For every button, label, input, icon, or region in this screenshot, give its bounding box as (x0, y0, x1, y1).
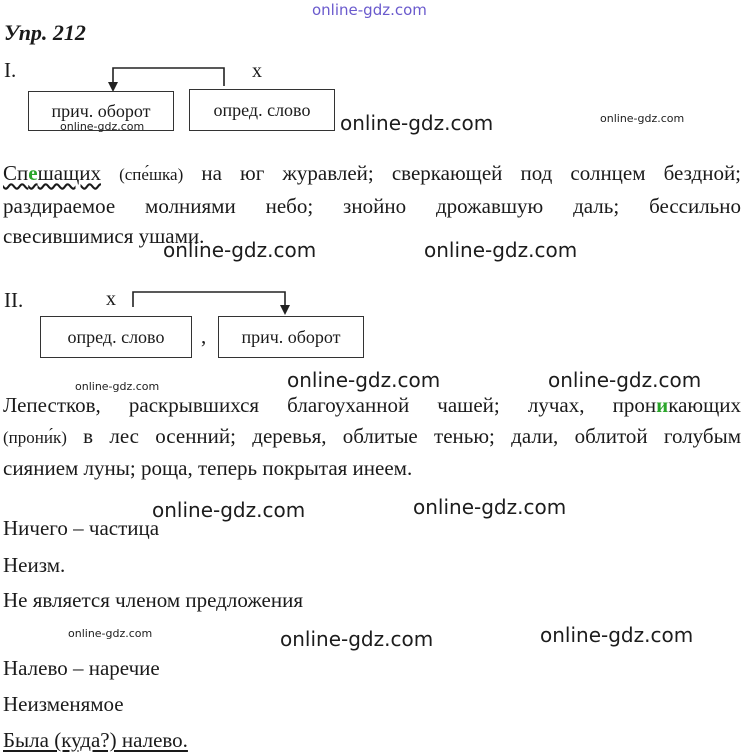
watermark: online-gdz.com (60, 120, 145, 133)
watermark: online-gdz.com (413, 495, 567, 519)
section1-roman: I. (4, 58, 17, 82)
text2-line-1: Лепестков, раскрывшихся благоуханной чашей; лучах, проникающих (3, 393, 741, 417)
analysis-item-1: Ничего – частица (3, 516, 160, 540)
watermark-top: online-gdz.com (312, 1, 427, 19)
text2-line-3: сиянием луны; роща, теперь покрытая инеем. (3, 456, 413, 480)
section1-box-participle: прич. оборот (28, 91, 174, 131)
watermark: online-gdz.com (68, 627, 153, 640)
section2-x-mark: х (106, 288, 116, 310)
watermark: online-gdz.com (287, 368, 441, 392)
watermark: online-gdz.com (540, 623, 694, 647)
exercise-title: Упр. 212 (4, 20, 86, 45)
section2-arrow (125, 285, 300, 320)
watermark: online-gdz.com (75, 380, 160, 393)
analysis-item-2: Неизм. (3, 553, 66, 577)
section2-box-participle: прич. оборот (218, 316, 364, 358)
watermark: online-gdz.com (152, 498, 306, 522)
text1-line-1: Спешащих (спе́шка) на юг журавлей; сверкающей под солнцем бездной; (3, 161, 742, 185)
section1-x-mark: х (252, 60, 262, 82)
watermark: online-gdz.com (280, 627, 434, 651)
section2-comma: , (201, 324, 207, 348)
watermark: online-gdz.com (340, 111, 494, 135)
text1-line-2: раздираемое молниями небо; знойно дрожавшую даль; бессильно (3, 193, 741, 218)
analysis-item-5: Неизменямое (3, 692, 124, 716)
text1-paragraph (3, 158, 741, 252)
section2-roman: II. (4, 288, 24, 312)
analysis-item-6: Была (куда?) налево. (3, 728, 188, 752)
watermark: online-gdz.com (163, 238, 317, 262)
analysis-item-3: Не является членом предложения (3, 588, 304, 612)
text2-line-2: (прони́к) в лес осенний; деревья, облитые тенью; дали, облитой голубым (3, 423, 741, 448)
section2-box-defined-word: опред. слово (40, 316, 192, 358)
watermark: online-gdz.com (548, 368, 702, 392)
analysis-item-4: Налево – наречие (3, 656, 160, 680)
text2-paragraph (3, 390, 741, 484)
watermark: online-gdz.com (600, 112, 685, 125)
text1-line-3: свесившимися ушами. (3, 224, 205, 248)
section1-box-defined-word: опред. слово (189, 89, 335, 131)
watermark: online-gdz.com (424, 238, 578, 262)
